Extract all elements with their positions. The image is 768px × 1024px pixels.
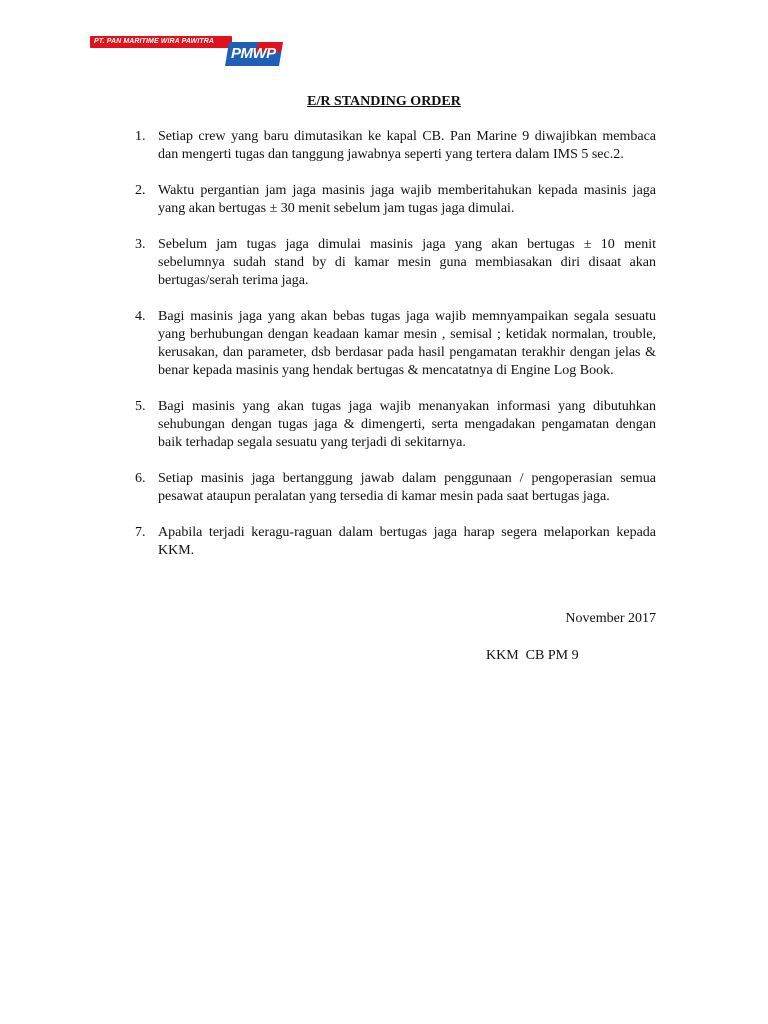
logo-mark bbox=[225, 40, 285, 68]
list-item bbox=[130, 128, 656, 164]
list-item bbox=[130, 182, 656, 218]
list-item-text: Setiap crew yang baru dimutasikan ke kapal CB. Pan Marine 9 diwajibkan membaca dan mengerti tugas dan tanggung jawabnya seperti yang tertera dalam IMS 5 sec.2. bbox=[158, 129, 656, 162]
list-item-number: 3. bbox=[135, 237, 146, 252]
list-item-number: 6. bbox=[135, 471, 146, 486]
list-item-text: Setiap masinis jaga bertanggung jawab dalam penggunaan / pengoperasian semua pesawat ataupun peralatan yang tersedia di kamar mesin pada saat bertugas jaga. bbox=[158, 471, 656, 504]
list-item-text: Apabila terjadi keragu-raguan dalam bertugas jaga harap segera melaporkan kepada KKM. bbox=[158, 525, 656, 558]
list-item-number: 4. bbox=[135, 309, 146, 324]
logo-mark-text: PMWP bbox=[231, 45, 276, 62]
list-item bbox=[130, 236, 656, 290]
logo-company-bar bbox=[90, 36, 232, 48]
list-item-number: 2. bbox=[135, 183, 146, 198]
list-item-number: 1. bbox=[135, 129, 146, 144]
document-date: November 2017 bbox=[565, 611, 656, 626]
list-item-number: 7. bbox=[135, 525, 146, 540]
company-logo bbox=[90, 32, 290, 74]
list-item-number: 5. bbox=[135, 399, 146, 414]
list-item-text: Sebelum jam tugas jaga dimulai masinis jaga yang akan bertugas ± 10 menit sebelumnya sudah stand by di kamar mesin guna membiasakan diri disaat akan bertugas/serah terima jaga. bbox=[158, 237, 656, 288]
list-item-text: Waktu pergantian jam jaga masinis jaga wajib memberitahukan kepada masinis jaga yang akan bertugas ± 30 menit sebelum jam tugas jaga dimulai. bbox=[158, 183, 656, 216]
document-title: E/R STANDING ORDER bbox=[307, 94, 461, 109]
list-item bbox=[130, 398, 656, 452]
list-item-text: Bagi masinis yang akan tugas jaga wajib menanyakan informasi yang dibutuhkan sehubungan dengan tugas jaga & dimengerti, serta mengadakan pengamatan dengan baik terhadap segala sesuatu yang terjadi di sekitarnya. bbox=[158, 399, 656, 450]
list-item bbox=[130, 308, 656, 380]
list-item-text: Bagi masinis jaga yang akan bebas tugas jaga wajib memnyampaikan segala sesuatu yang berhubungan dengan keadaan kamar mesin , semisal ; ketidak normalan, trouble, kerusakan, dan parameter, dsb berdasar pada hasil pengamatan terakhir dengan jelas & benar kepada masinis yang hendak bertugas & mencatatnya di Engine Log Book. bbox=[158, 309, 656, 378]
list-item bbox=[130, 470, 656, 506]
document-signer: KKM CB PM 9 bbox=[486, 648, 579, 663]
list-item bbox=[130, 524, 656, 560]
standing-order-list bbox=[130, 128, 656, 560]
logo-company-name: PT. PAN MARITIME WIRA PAWITRA bbox=[94, 38, 215, 45]
